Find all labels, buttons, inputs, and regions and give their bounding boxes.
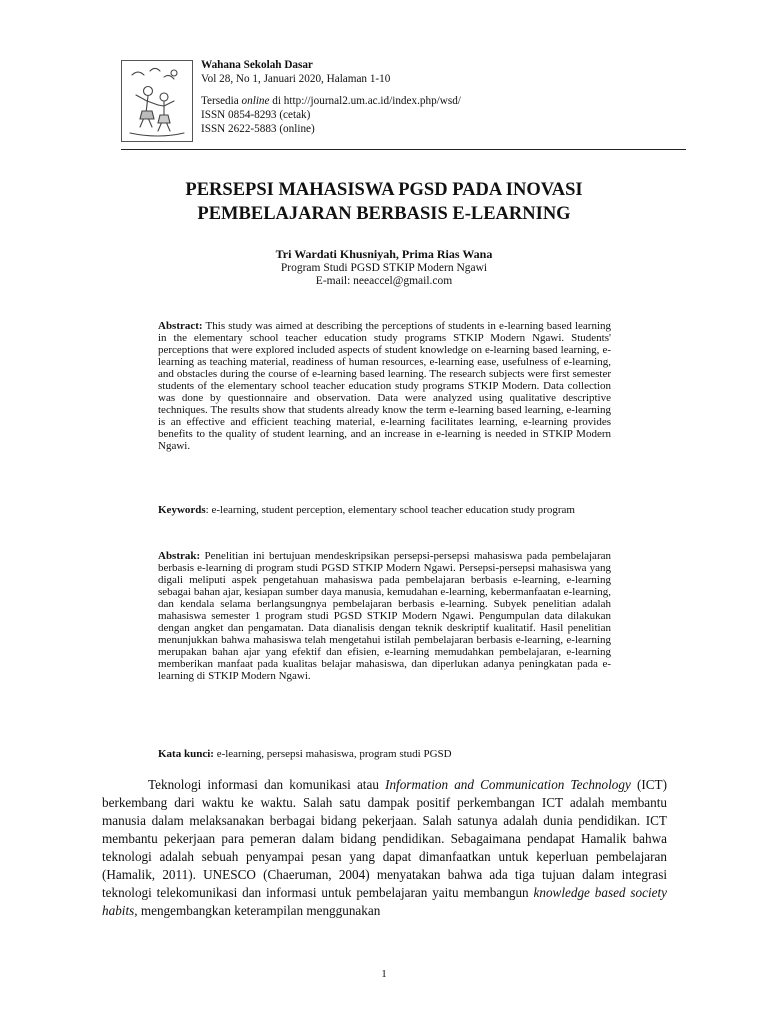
abstract-english bbox=[158, 320, 611, 453]
keywords-indonesian bbox=[158, 748, 611, 760]
body-text-c: , mengembangkan keterampilan menggunakan bbox=[134, 903, 381, 918]
children-illustration-icon bbox=[122, 61, 192, 141]
journal-header bbox=[121, 52, 686, 150]
journal-logo bbox=[121, 60, 193, 142]
header-divider bbox=[121, 149, 686, 150]
body-paragraph bbox=[102, 776, 667, 920]
availability-online: online bbox=[241, 95, 270, 107]
body-italic-knowledge: knowledge based society habits bbox=[102, 885, 667, 918]
journal-volume: Vol 28, No 1, Januari 2020, Halaman 1-10 bbox=[201, 73, 391, 85]
author-block bbox=[110, 248, 658, 289]
journal-availability bbox=[201, 94, 681, 108]
title-line-1: PERSEPSI MAHASISWA PGSD PADA INOVASI bbox=[185, 180, 583, 200]
kata-kunci-text: e-learning, persepsi mahasiswa, program studi PGSD bbox=[213, 748, 452, 760]
keywords-label: Keywords bbox=[158, 504, 206, 516]
abstrak-text: Penelitian ini bertujuan mendeskripsikan persepsi-persepsi mahasiswa pada pembelajaran berbasis e-learning di program studi PGSD STKIP Modern Ngawi. Persepsi-persepsi mahasiswa yang digali meliputi aspek pengetahuan mahasiswa pada pembelajaran berbasis e-learning, e-learning sebagai bahan ajar, kesiapan sumber daya manusia, kemudahan e-learning, kebermanfaatan e-learning, dan kendala selama berlangsungnya pembelajaran berbasis e-learning. Subyek penelitian adalah mahasiswa semester 1 program studi PGSD STKIP Modern Ngawi. Pengumpulan data dilakukan dengan angket dan pengamatan. Data dianalisis dengan teknik deskriptif kualitatif. Hasil penelitian menunjukkan bahwa mahasiswa telah mengetahui istilah pembelajaran berbasis e-learning, e-learning merupakan bahan ajar yang efektif dan efisien, e-learning memudahkan pembelajaran, e-learning memberikan manfaat pada kualitas belajar mahasiswa, dan diperlukan adanya peningkatan pada e-learning di STKIP Modern Ngawi. bbox=[158, 550, 611, 683]
title-line-2: PEMBELAJARAN BERBASIS E-LEARNING bbox=[197, 204, 571, 224]
keywords-text: : e-learning, student perception, elementary school teacher education study program bbox=[205, 504, 575, 516]
page-number: 1 bbox=[381, 968, 387, 980]
author-affiliation: Program Studi PGSD STKIP Modern Ngawi bbox=[280, 261, 488, 274]
article-title bbox=[110, 178, 658, 226]
abstract-indonesian bbox=[158, 550, 611, 683]
abstract-text: This study was aimed at describing the perceptions of students in e-learning based learning in the elementary school teacher education study programs STKIP Modern Ngawi. Students' perceptions that were explored included aspects of student knowledge on e-learning based learning, e-learning as teaching material, readiness of human resources, e-learning ease, usefulness of e-learning, and obstacles during the course of e-learning based learning. The research subjects were first semester students of the elementary school teacher education study programs STKIP Modern. Data collection was done by questionnaire and observation. Data were analyzed using qualitative descriptive techniques. The results show that students already know the term e-learning based learning, e-learning is an effective and efficient teaching material, e-learning facilitates learning, e-learning provides benefits to the quality of student learning, and an increase in e-learning is needed in STKIP Modern Ngawi. bbox=[158, 320, 611, 453]
body-italic-ict: Information and Communication Technology bbox=[385, 777, 631, 792]
issn-print: ISSN 0854-8293 (cetak) bbox=[201, 109, 311, 121]
journal-info bbox=[201, 58, 681, 136]
availability-url[interactable]: di http://journal2.um.ac.id/index.php/wsd/ bbox=[269, 95, 461, 107]
issn-online: ISSN 2622-5883 (online) bbox=[201, 123, 315, 135]
journal-name: Wahana Sekolah Dasar bbox=[201, 59, 313, 71]
abstrak-label: Abstrak: bbox=[158, 550, 201, 562]
keywords-english bbox=[158, 504, 611, 516]
body-text-b: (ICT) berkembang dari waktu ke waktu. Salah satu dampak positif perkembangan ICT adalah membantu manusia dalam melaksanakan berbagai bidang pekerjaan. Salah satunya adalah dunia pendidikan. ICT membantu pekerjaan para pemeran dalam bidang pendidikan. Sebagaimana pendapat Hamalik bahwa teknologi adalah sebuah penyampai pesan yang dapat dimanfaatkan untuk keperluan pembelajaran (Hamalik, 2011). UNESCO (Chaeruman, 2004) menyatakan bahwa ada tiga tujuan dalam integrasi teknologi telekomunikasi dan informasi untuk pembelajaran yaitu membangun bbox=[102, 777, 668, 900]
author-email: E-mail: neeaccel@gmail.com bbox=[315, 275, 453, 287]
body-text-a: Teknologi informasi dan komunikasi atau bbox=[148, 777, 386, 792]
availability-prefix: Tersedia bbox=[201, 95, 242, 107]
author-names: Tri Wardati Khusniyah, Prima Rias Wana bbox=[275, 247, 493, 261]
kata-kunci-label: Kata kunci: bbox=[158, 748, 214, 760]
abstract-label: Abstract: bbox=[158, 320, 203, 332]
